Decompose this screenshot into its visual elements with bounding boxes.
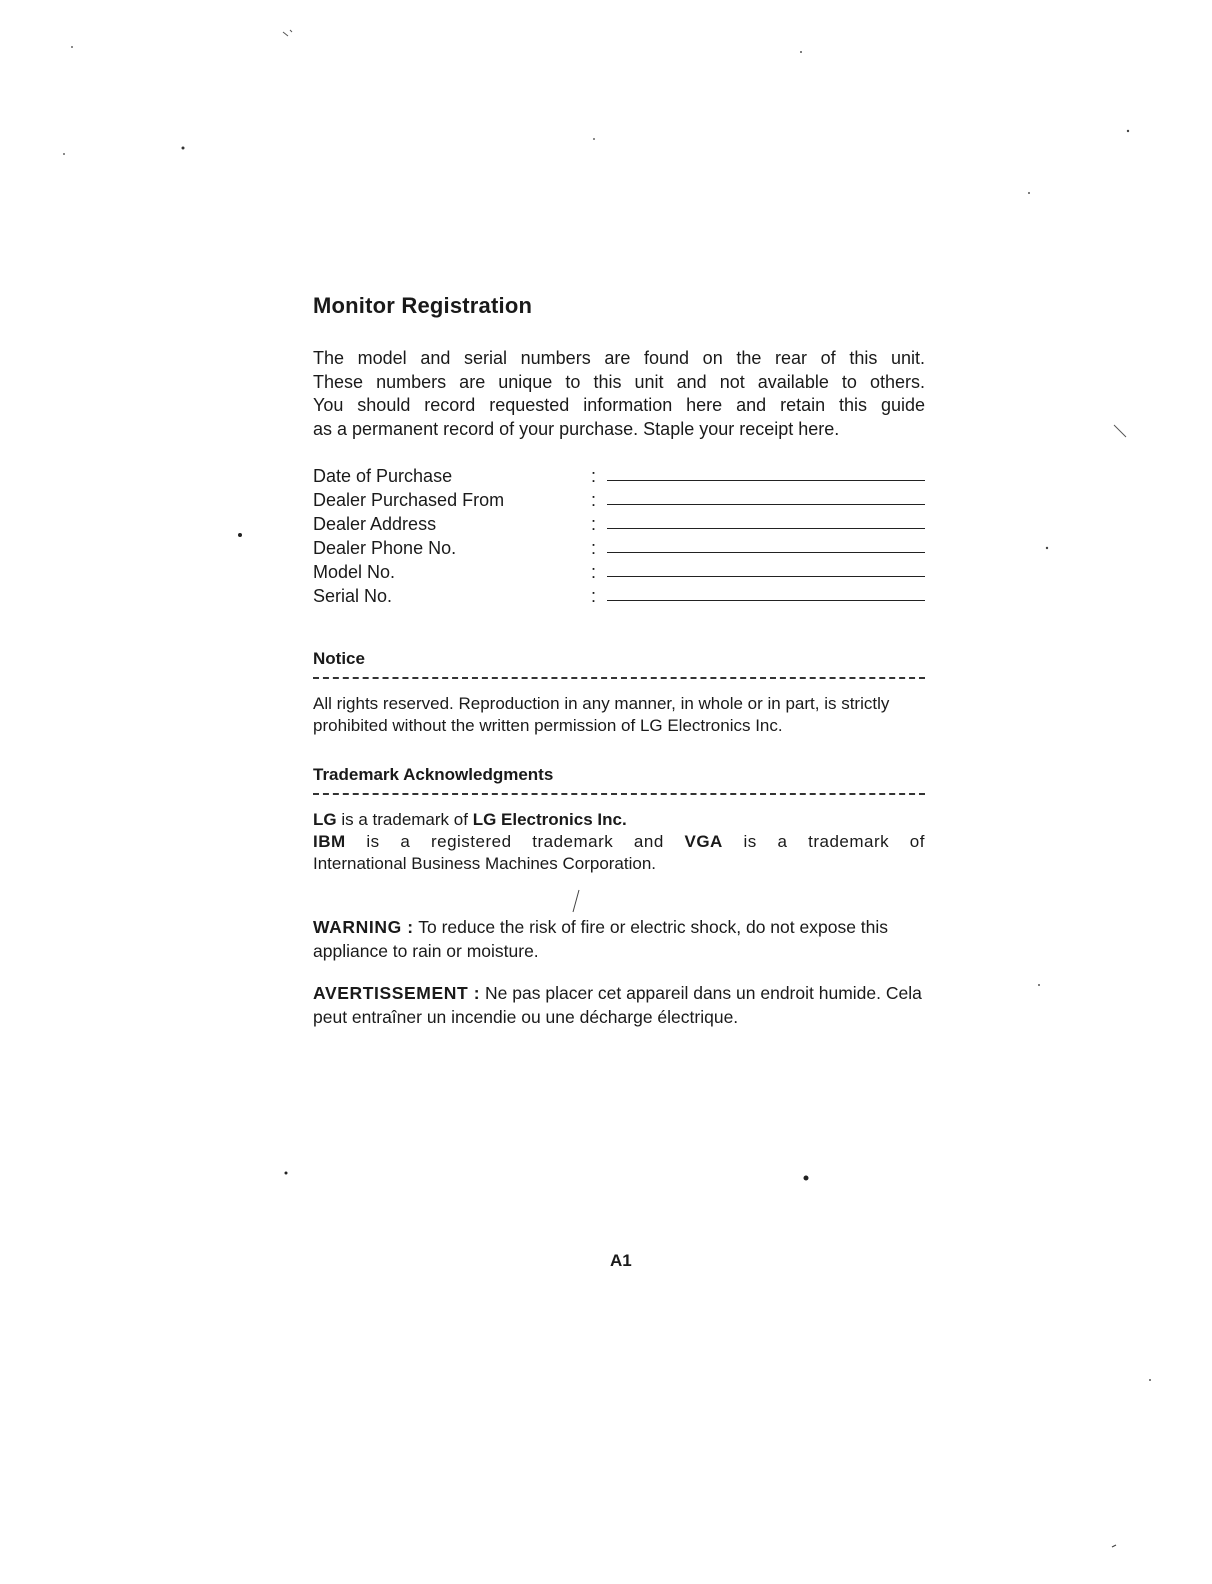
field-row-model-no bbox=[313, 559, 925, 583]
lg-trademark-line bbox=[313, 809, 925, 831]
field-colon: : bbox=[591, 562, 597, 582]
field-label: Model No. bbox=[313, 562, 396, 582]
intro-line: The model and serial numbers are found on the rear of this unit. bbox=[313, 348, 925, 368]
avertissement-paragraph bbox=[313, 981, 925, 1029]
serial-no-line[interactable] bbox=[607, 586, 925, 601]
notice-divider bbox=[313, 677, 925, 679]
vga-trademark-phrase: is a trademark of bbox=[743, 832, 925, 851]
field-label: Dealer Phone No. bbox=[313, 538, 457, 558]
intro-line: as a permanent record of your purchase. Staple your receipt here. bbox=[313, 418, 840, 439]
ibm-trademark-phrase: is a registered trademark and bbox=[366, 832, 664, 851]
vga-brand: VGA bbox=[684, 832, 723, 851]
model-no-line[interactable] bbox=[607, 562, 925, 577]
field-colon: : bbox=[591, 466, 597, 486]
ibm-brand: IBM bbox=[313, 832, 346, 851]
notice-text: All rights reserved. Reproduction in any manner, in whole or in part, is strictly prohibited without the written permission of LG Electronics Inc. bbox=[313, 694, 890, 735]
dealer-address-line[interactable] bbox=[607, 514, 925, 529]
registration-fields bbox=[313, 463, 925, 607]
intro-line: These numbers are unique to this unit and not available to others. bbox=[313, 371, 925, 392]
field-colon: : bbox=[591, 586, 597, 606]
date-of-purchase-line[interactable] bbox=[607, 466, 925, 481]
ibm-trademark-line bbox=[313, 831, 925, 853]
lg-company: LG Electronics Inc. bbox=[472, 810, 627, 829]
field-row-date-of-purchase bbox=[313, 463, 925, 487]
avertissement-text: Ne pas placer cet appareil dans un endroit humide. Cela peut entraîner un incendie ou une décharge électrique. bbox=[313, 983, 922, 1027]
avertissement-label: AVERTISSEMENT : bbox=[313, 983, 481, 1003]
dealer-purchased-from-line[interactable] bbox=[607, 490, 925, 505]
field-row-serial-no bbox=[313, 583, 925, 607]
field-colon: : bbox=[591, 538, 597, 558]
ibm-company: International Business Machines Corporation. bbox=[313, 854, 657, 873]
trademark-divider bbox=[313, 793, 925, 795]
warning-label: WARNING : bbox=[313, 917, 414, 937]
registration-content bbox=[313, 293, 925, 1029]
notice-heading: Notice bbox=[313, 649, 365, 668]
field-colon: : bbox=[591, 490, 597, 510]
lg-trademark-phrase: is a trademark of bbox=[341, 810, 468, 829]
intro-line: You should record requested information here and retain this guide bbox=[313, 395, 925, 415]
field-row-dealer-phone bbox=[313, 535, 925, 559]
lg-brand: LG bbox=[313, 810, 337, 829]
intro-paragraph bbox=[313, 347, 925, 441]
trademark-heading: Trademark Acknowledgments bbox=[313, 765, 554, 784]
field-label: Dealer Purchased From bbox=[313, 490, 505, 510]
field-row-dealer-address bbox=[313, 511, 925, 535]
warning-paragraph bbox=[313, 915, 925, 963]
page-title: Monitor Registration bbox=[313, 293, 533, 318]
field-label: Serial No. bbox=[313, 586, 393, 606]
page-number: A1 bbox=[610, 1251, 632, 1270]
warning-text: To reduce the risk of fire or electric shock, do not expose this appliance to rain or moisture. bbox=[313, 917, 889, 961]
field-row-dealer-purchased-from bbox=[313, 487, 925, 511]
dealer-phone-line[interactable] bbox=[607, 538, 925, 553]
trademark-text bbox=[313, 809, 925, 875]
field-label: Dealer Address bbox=[313, 514, 437, 534]
field-label: Date of Purchase bbox=[313, 466, 453, 486]
field-colon: : bbox=[591, 514, 597, 534]
